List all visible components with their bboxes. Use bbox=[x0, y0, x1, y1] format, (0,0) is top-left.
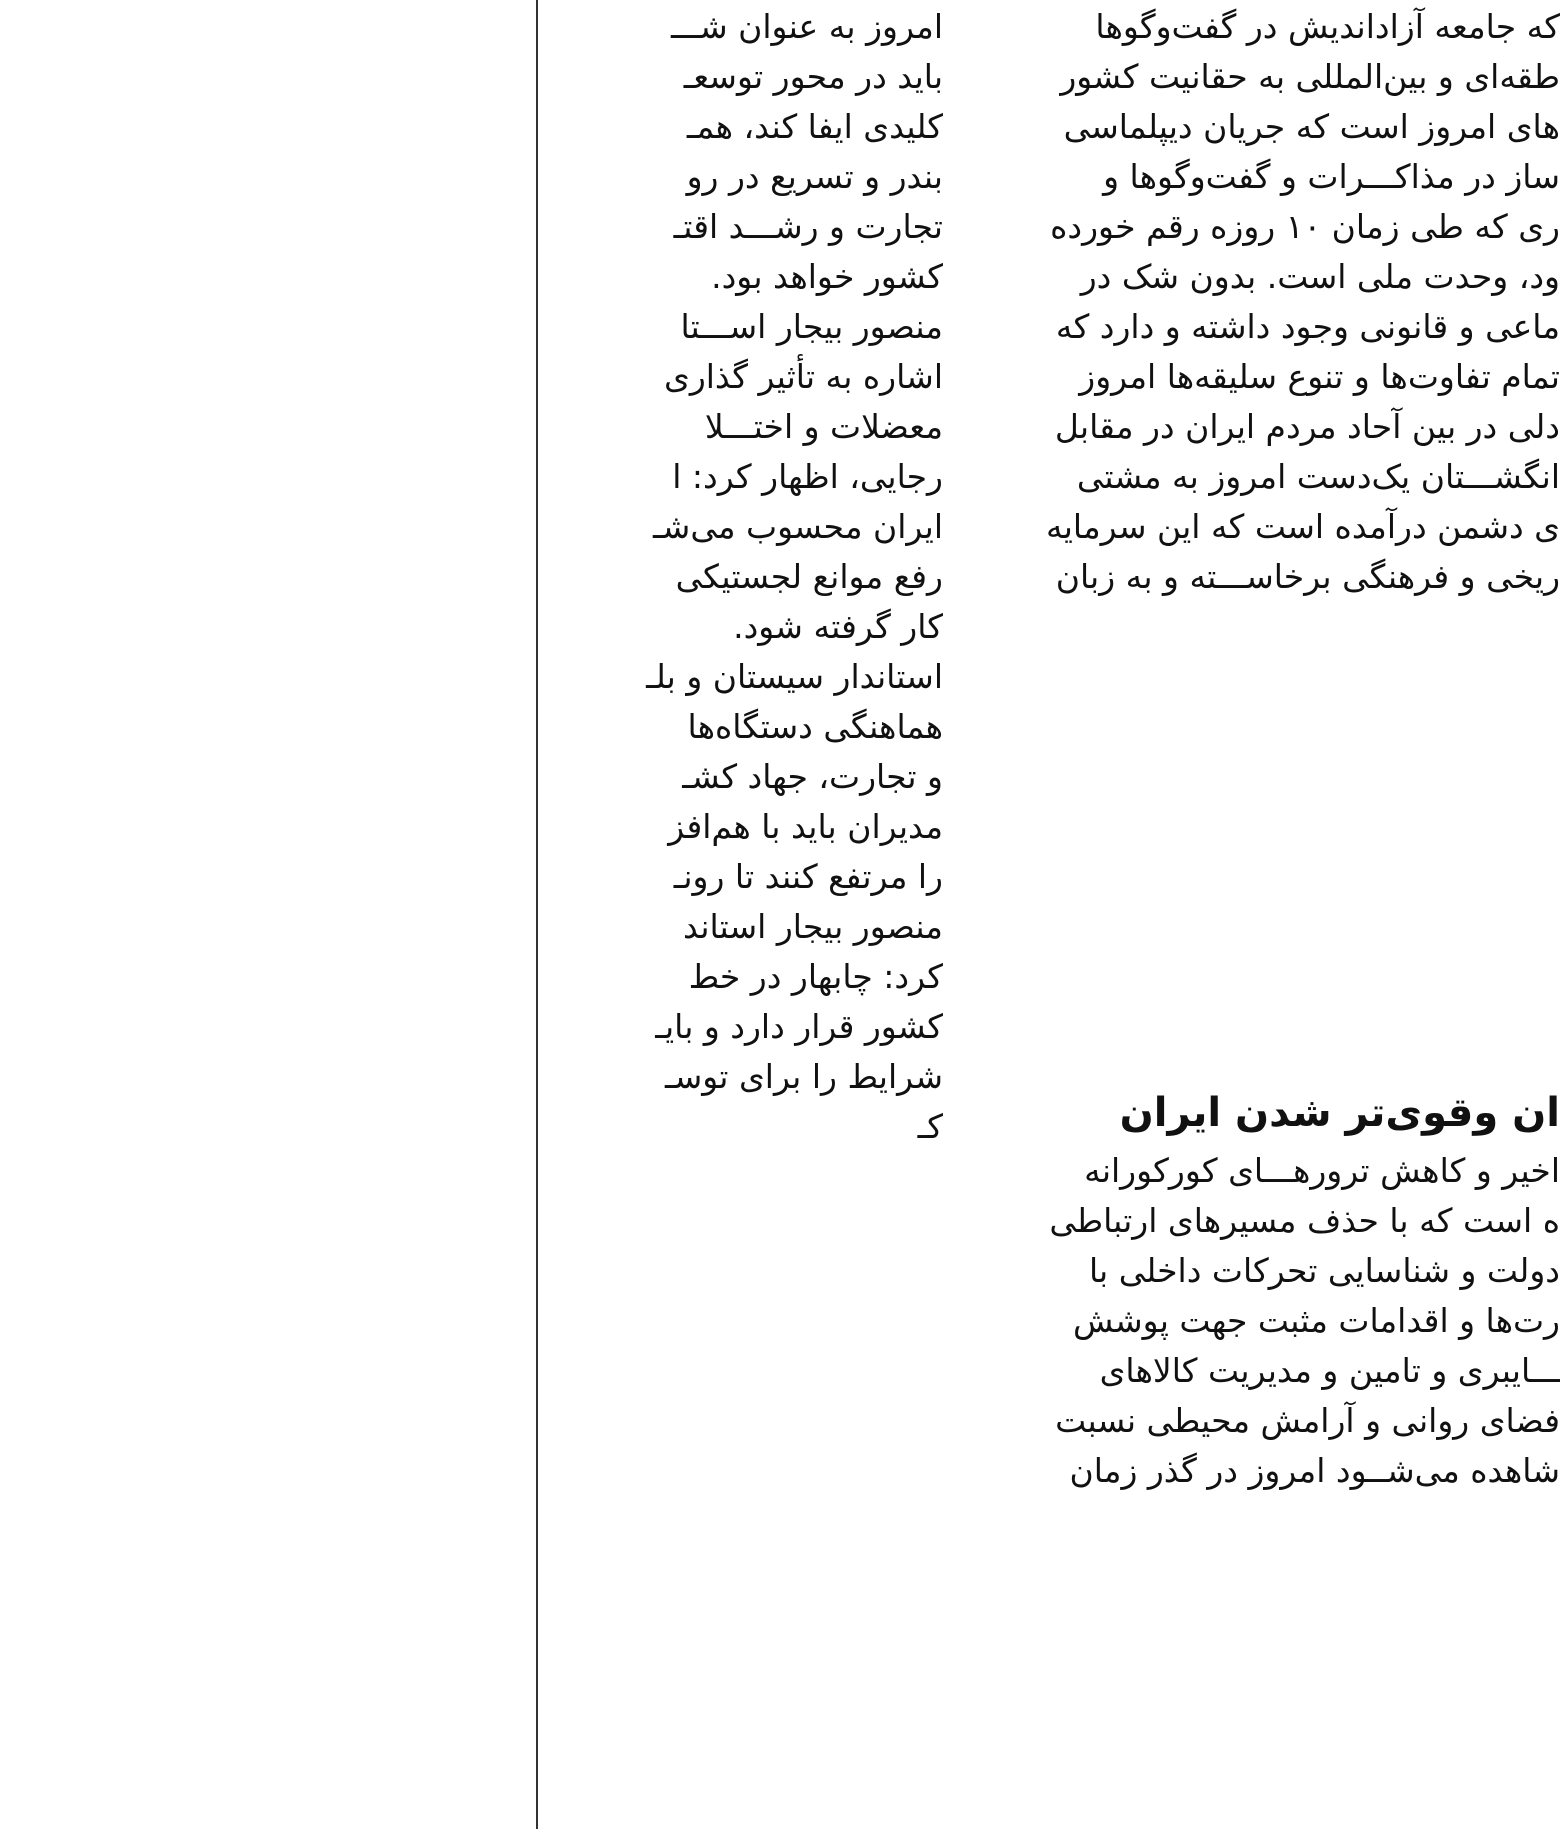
section-headline: ان وقوی‌تر شدن ایران bbox=[1119, 1090, 1560, 1136]
text-line: دولت و شناسایی تحرکات داخلی با bbox=[1089, 1251, 1560, 1290]
text-line: معضلات و اختـــلا bbox=[704, 407, 943, 446]
text-line: شرایط را برای توسـ bbox=[664, 1057, 943, 1096]
text-line: ریخی و فرهنگی برخاســـته و به زبان bbox=[1055, 557, 1560, 596]
text-line: اشاره به تأثیر گذاری bbox=[663, 357, 943, 396]
text-line: منصور بیجار اســـتا bbox=[680, 307, 943, 346]
text-line: را مرتفع کنند تا رونـ bbox=[673, 857, 943, 896]
text-line: دلی در بین آحاد مردم ایران در مقابل bbox=[1054, 407, 1560, 446]
text-line: ی دشمن درآمده است که این سرمایه bbox=[1046, 507, 1560, 546]
text-line: مدیران باید با هم‌افز bbox=[668, 807, 943, 846]
text-line: ری که طی زمان ۱۰ روزه رقم خورده bbox=[1050, 207, 1560, 246]
text-line: رجایی، اظهار کرد: ا bbox=[672, 457, 943, 496]
text-line: طقه‌ای و بین‌المللی به حقانیت کشور bbox=[1060, 57, 1560, 96]
text-line: ماعی و قانونی وجود داشته و دارد که bbox=[1055, 307, 1560, 346]
text-line: های امروز است که جریان دیپلماسی bbox=[1063, 107, 1560, 146]
text-line: بندر و تسریع در رو bbox=[686, 157, 943, 196]
left-column-paragraph bbox=[383, 2, 943, 1152]
text-line: استاندار سیستان و بلـ bbox=[646, 657, 943, 696]
text-line: رفع موانع لجستیکی bbox=[675, 557, 943, 596]
text-line: تمام تفاوت‌ها و تنوع سلیقه‌ها امروز bbox=[1079, 357, 1560, 396]
text-line: ـــایبری و تامین و مدیریت کالاهای bbox=[1099, 1351, 1560, 1390]
text-line: فضای روانی و آرامش محیطی نسبت bbox=[1055, 1401, 1560, 1440]
text-line: باید در محور توسعـ bbox=[683, 57, 943, 96]
text-line: امروز به عنوان شـــ bbox=[670, 7, 943, 46]
text-line: تجارت و رشـــد اقتـ bbox=[673, 207, 943, 246]
text-line: کـ bbox=[917, 1107, 943, 1146]
text-line: که جامعه آزاداندیش در گفت‌وگوها bbox=[1095, 7, 1560, 46]
text-line: منصور بیجار استاند bbox=[683, 907, 943, 946]
text-line: شاهده می‌شــود امروز در گذر زمان bbox=[1069, 1451, 1560, 1490]
text-line: کشور قرار دارد و بایـ bbox=[655, 1007, 943, 1046]
text-line: اخیر و کاهش ترورهـــای کورکورانه bbox=[1084, 1151, 1560, 1190]
text-line: ایران محسوب می‌شـ bbox=[653, 507, 943, 546]
text-line: کار گرفته شود. bbox=[733, 607, 943, 646]
text-line: ه است که با حذف مسیرهای ارتباطی bbox=[1049, 1201, 1560, 1240]
text-line: رت‌ها و اقدامات مثبت جهت پوشش bbox=[1072, 1301, 1560, 1340]
text-line: کلیدی ایفا کند، همـ bbox=[686, 107, 943, 146]
text-line: ود، وحدت ملی است. بدون شک در bbox=[1080, 257, 1560, 296]
text-line: انگشـــتان یک‌دست امروز به مشتی bbox=[1076, 457, 1560, 496]
left-column bbox=[383, 0, 943, 1829]
text-line: ساز در مذاکـــرات و گفت‌وگوها و bbox=[1103, 157, 1560, 196]
text-line: و تجارت، جهاد کشـ bbox=[682, 757, 943, 796]
text-line: کرد: چابهار در خط bbox=[688, 957, 943, 996]
text-line: کشور خواهد بود. bbox=[711, 257, 943, 296]
text-line: هماهنگی دستگاه‌ها bbox=[687, 707, 943, 746]
